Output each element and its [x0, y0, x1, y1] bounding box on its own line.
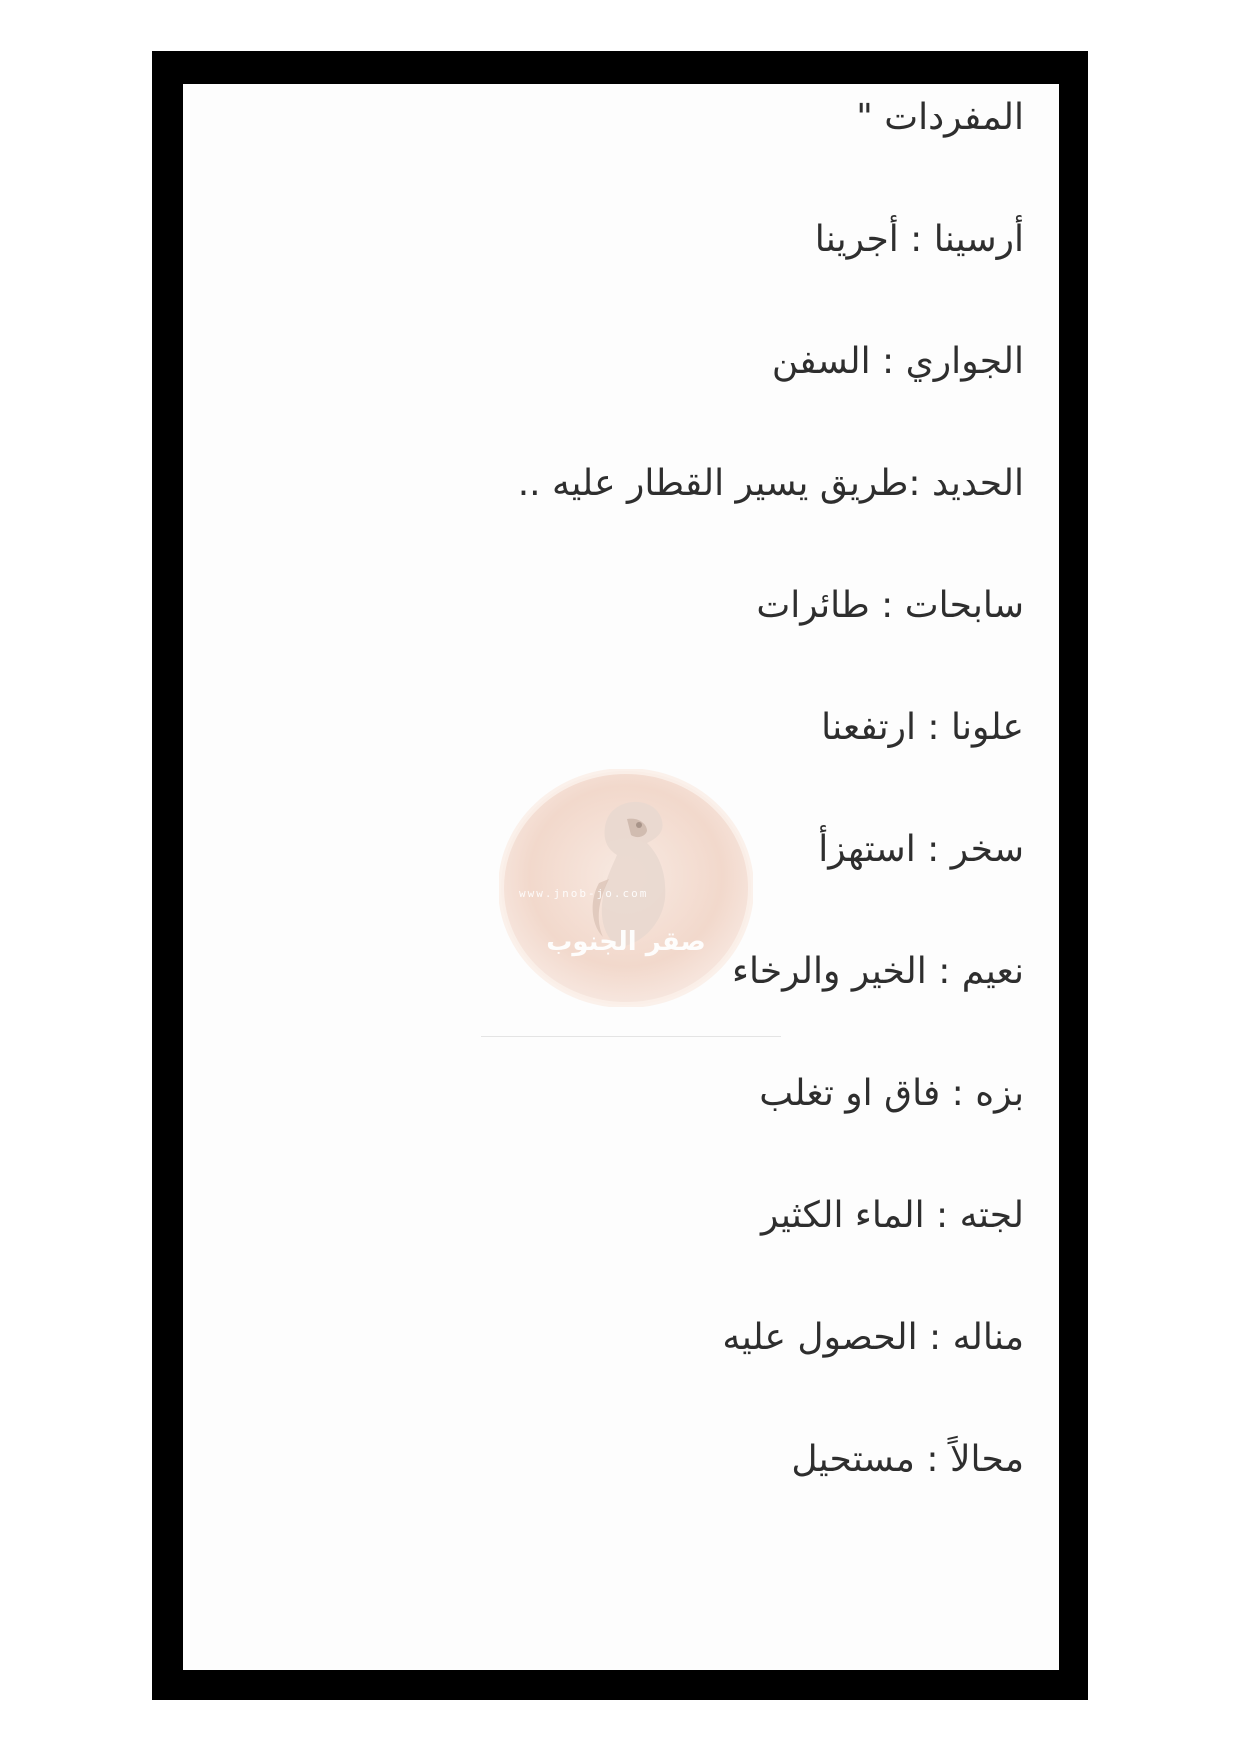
watermark-logo	[499, 769, 753, 1007]
vocabulary-item: أرسينا : أجرينا	[814, 219, 1024, 260]
vocabulary-item: نعيم : الخير والرخاء	[732, 951, 1024, 992]
vocabulary-item: سابحات : طائرات	[756, 585, 1024, 626]
vocabulary-item: بزه : فاق او تغلب	[759, 1073, 1024, 1114]
watermark-url: www.jnob-jo.com	[519, 887, 649, 900]
vocabulary-item: علونا : ارتفعنا	[821, 707, 1024, 748]
document-page	[183, 84, 1059, 1670]
divider	[481, 1036, 781, 1037]
vocabulary-item: الجواري : السفن	[771, 341, 1024, 382]
vocabulary-item: الحديد :طريق يسير القطار عليه ..	[517, 463, 1024, 504]
watermark-label: صقر الجنوب	[546, 927, 706, 957]
vocabulary-item: مناله : الحصول عليه	[722, 1317, 1024, 1358]
vocabulary-item: محالاً : مستحيل	[791, 1439, 1024, 1480]
vocabulary-heading: المفردات "	[856, 97, 1024, 138]
vocabulary-item: لجته : الماء الكثير	[761, 1195, 1024, 1236]
vocabulary-item: سخر : استهزأ	[818, 829, 1024, 870]
